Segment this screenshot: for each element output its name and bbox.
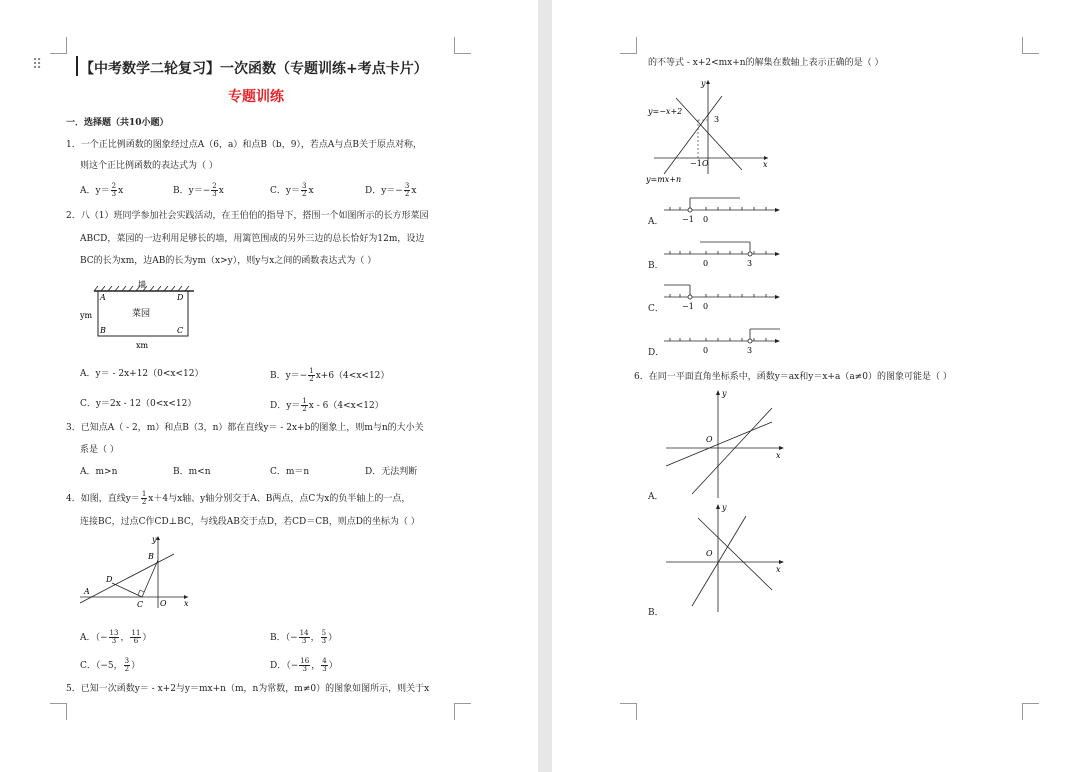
crop-mark — [454, 37, 471, 54]
q5-option-a-label: A． — [648, 217, 664, 227]
q6-b-y-label: y — [722, 503, 727, 512]
q2-fig-wall-label: 墙 — [138, 280, 146, 289]
crop-mark — [1022, 703, 1039, 720]
section-heading: 一．选择题（共10小题） — [66, 118, 169, 128]
q5-text-line2: 的不等式 - x+2<mx+n的解集在数轴上表示正确的是（ ） — [648, 58, 884, 68]
q5-fig-label-3: 3 — [714, 115, 720, 124]
q2-text-line3: BC的长为xm，边AB的长为ym（x>y），则y与x之间的函数表达式为（ ） — [80, 256, 377, 266]
q3-option-d: D．无法判断 — [365, 467, 418, 477]
q5-b-tick-3: 3 — [747, 259, 753, 268]
q5-b-tick-0: 0 — [703, 259, 709, 268]
q2-fig-point-c: C — [177, 326, 184, 335]
q1-option-c: C．y＝ $\frac{3}{2}$ x — [270, 182, 314, 198]
document-page-left — [0, 0, 538, 772]
q1-option-b: B．y＝− $\frac{2}{3}$ x — [173, 182, 224, 198]
q5-text-line1: 5．已知一次函数y＝ - x+2与y＝mx+n（m，n为常数，m≠0）的图象如图所示，则关于x — [66, 684, 430, 694]
q4-fig-x-label: x — [184, 599, 189, 608]
q1-text-line2: 则这个正比例函数的表达式为（ ） — [80, 161, 218, 171]
q2-option-c: C．y＝2x - 12（0<x<12） — [80, 399, 197, 409]
q1-option-d: D．y＝− $\frac{3}{2}$ x — [365, 182, 417, 198]
q5-c-tick-0: 0 — [703, 302, 709, 311]
q5-fig-origin: O — [702, 159, 709, 168]
q6-option-b-label: B． — [648, 608, 664, 618]
q2-fig-garden-label: 菜园 — [132, 309, 151, 319]
q4-fig-point-b: B — [148, 552, 154, 561]
q4-option-c: C．（−5， $\frac{3}{2}$ ） — [80, 657, 141, 673]
q6-a-y-label: y — [722, 389, 727, 398]
q4-option-d: D．（− $\frac{16}{3}$ ， $\frac{4}{3}$ ） — [270, 657, 338, 673]
q6-a-origin: O — [706, 435, 713, 444]
q5-option-d-number-line[interactable] — [660, 323, 784, 359]
q5-d-tick-0: 0 — [703, 346, 709, 355]
q5-graph-figure — [646, 74, 776, 186]
q5-fig-line2-label: y=mx+n — [646, 175, 682, 184]
q4-option-a: A．（− $\frac{13}{3}$ ， $\frac{11}{6}$ ） — [80, 629, 152, 645]
q6-option-b-graph[interactable] — [662, 500, 788, 616]
q1-option-a: A．y＝ $\frac{2}{3}$ x — [80, 182, 124, 198]
document-title: 【中考数学二轮复习】一次函数（专题训练+考点卡片） — [80, 61, 428, 77]
q5-option-c-number-line[interactable] — [660, 279, 784, 315]
q2-fig-point-d: D — [177, 293, 184, 302]
q6-option-a-label: A． — [648, 492, 664, 502]
crop-mark — [620, 703, 637, 720]
q3-option-b: B．m<n — [173, 467, 211, 477]
q6-b-origin: O — [706, 549, 713, 558]
q4-coordinate-figure — [76, 530, 196, 610]
q5-d-tick-3: 3 — [747, 346, 753, 355]
q2-fig-x-label: xm — [136, 341, 149, 350]
q3-text-line2: 系是（ ） — [80, 445, 119, 455]
q1-text-line1: 1．一个正比例函数的图象经过点A（6，a）和点B（b，9），若点A与点B关于原点对称， — [66, 140, 423, 150]
q4-text-line1: 4．如图，直线y＝ $\frac{1}{2}$ x＋4与x轴、y轴分别交于A、B两点，点C为x的负半轴上的一点， — [66, 490, 411, 506]
q5-a-tick-0: 0 — [703, 215, 709, 224]
q2-fig-point-a: A — [100, 293, 106, 302]
drag-handle-icon[interactable]: ⠿ — [32, 57, 42, 73]
q2-fig-point-b: B — [100, 326, 106, 335]
q2-option-d: D．y＝ $\frac{1}{2}$ x - 6（4<x<12） — [270, 397, 384, 413]
q5-c-tick-neg1: −1 — [682, 302, 694, 311]
q5-option-a-number-line[interactable] — [660, 192, 784, 228]
text-cursor — [76, 56, 78, 76]
q4-fig-point-c: C — [137, 600, 144, 609]
q5-option-b-label: B． — [648, 261, 664, 271]
q6-b-x-label: x — [776, 565, 781, 574]
q5-option-b-number-line[interactable] — [660, 236, 784, 272]
crop-mark — [1022, 37, 1039, 54]
q4-fig-point-a: A — [84, 587, 90, 596]
q3-option-a: A．m>n — [80, 467, 118, 477]
q2-garden-figure — [76, 278, 206, 354]
q5-fig-line1-label: y=−x+2 — [648, 107, 683, 116]
q3-text-line1: 3．已知点A（ - 2，m）和点B（3，n）都在直线y＝ - 2x+b的图象上，则m与n的大小关 — [66, 423, 424, 433]
q2-option-b: B．y＝− $\frac{1}{2}$ x+6（4<x<12） — [270, 367, 390, 383]
q6-text: 6．在同一平面直角坐标系中，函数y＝ax和y＝x+a（a≠0）的图象可能是（ ） — [634, 372, 952, 382]
q4-option-b: B．（− $\frac{14}{3}$ ， $\frac{5}{3}$ ） — [270, 629, 338, 645]
crop-mark — [454, 703, 471, 720]
document-subtitle: 专题训练 — [228, 89, 284, 105]
q3-option-c: C．m＝n — [270, 467, 310, 477]
q2-text-line1: 2．八（1）班同学参加社会实践活动，在王伯伯的指导下，搭围一个如图所示的长方形菜园 — [66, 211, 429, 221]
q4-fig-point-d: D — [106, 575, 113, 584]
crop-mark — [620, 37, 637, 54]
q5-fig-x-label: x — [763, 160, 768, 169]
q5-a-tick-neg1: −1 — [682, 215, 694, 224]
crop-mark — [50, 703, 67, 720]
q2-fig-y-label: ym — [80, 311, 93, 320]
q2-text-line2: ABCD，菜园的一边利用足够长的墙，用篱笆围成的另外三边的总长恰好为12m，设边 — [80, 234, 425, 244]
q5-option-d-label: D． — [648, 348, 665, 358]
q5-option-c-label: C． — [648, 304, 664, 314]
q4-fig-y-label: y — [152, 535, 157, 544]
document-page-right — [552, 0, 1080, 772]
crop-mark — [50, 37, 67, 54]
q4-text-line2: 连接BC，过点C作CD⊥BC，与线段AB交于点D，若CD＝CB，则点D的坐标为（ ） — [80, 517, 420, 527]
q2-option-a: A．y＝ - 2x+12（0<x<12） — [80, 369, 204, 379]
q6-a-x-label: x — [776, 451, 781, 460]
q6-option-a-graph[interactable] — [662, 386, 788, 502]
q5-fig-label-neg1: −1 — [690, 159, 702, 168]
q4-fig-origin: O — [160, 599, 167, 608]
q5-fig-y-label: y — [701, 79, 706, 88]
